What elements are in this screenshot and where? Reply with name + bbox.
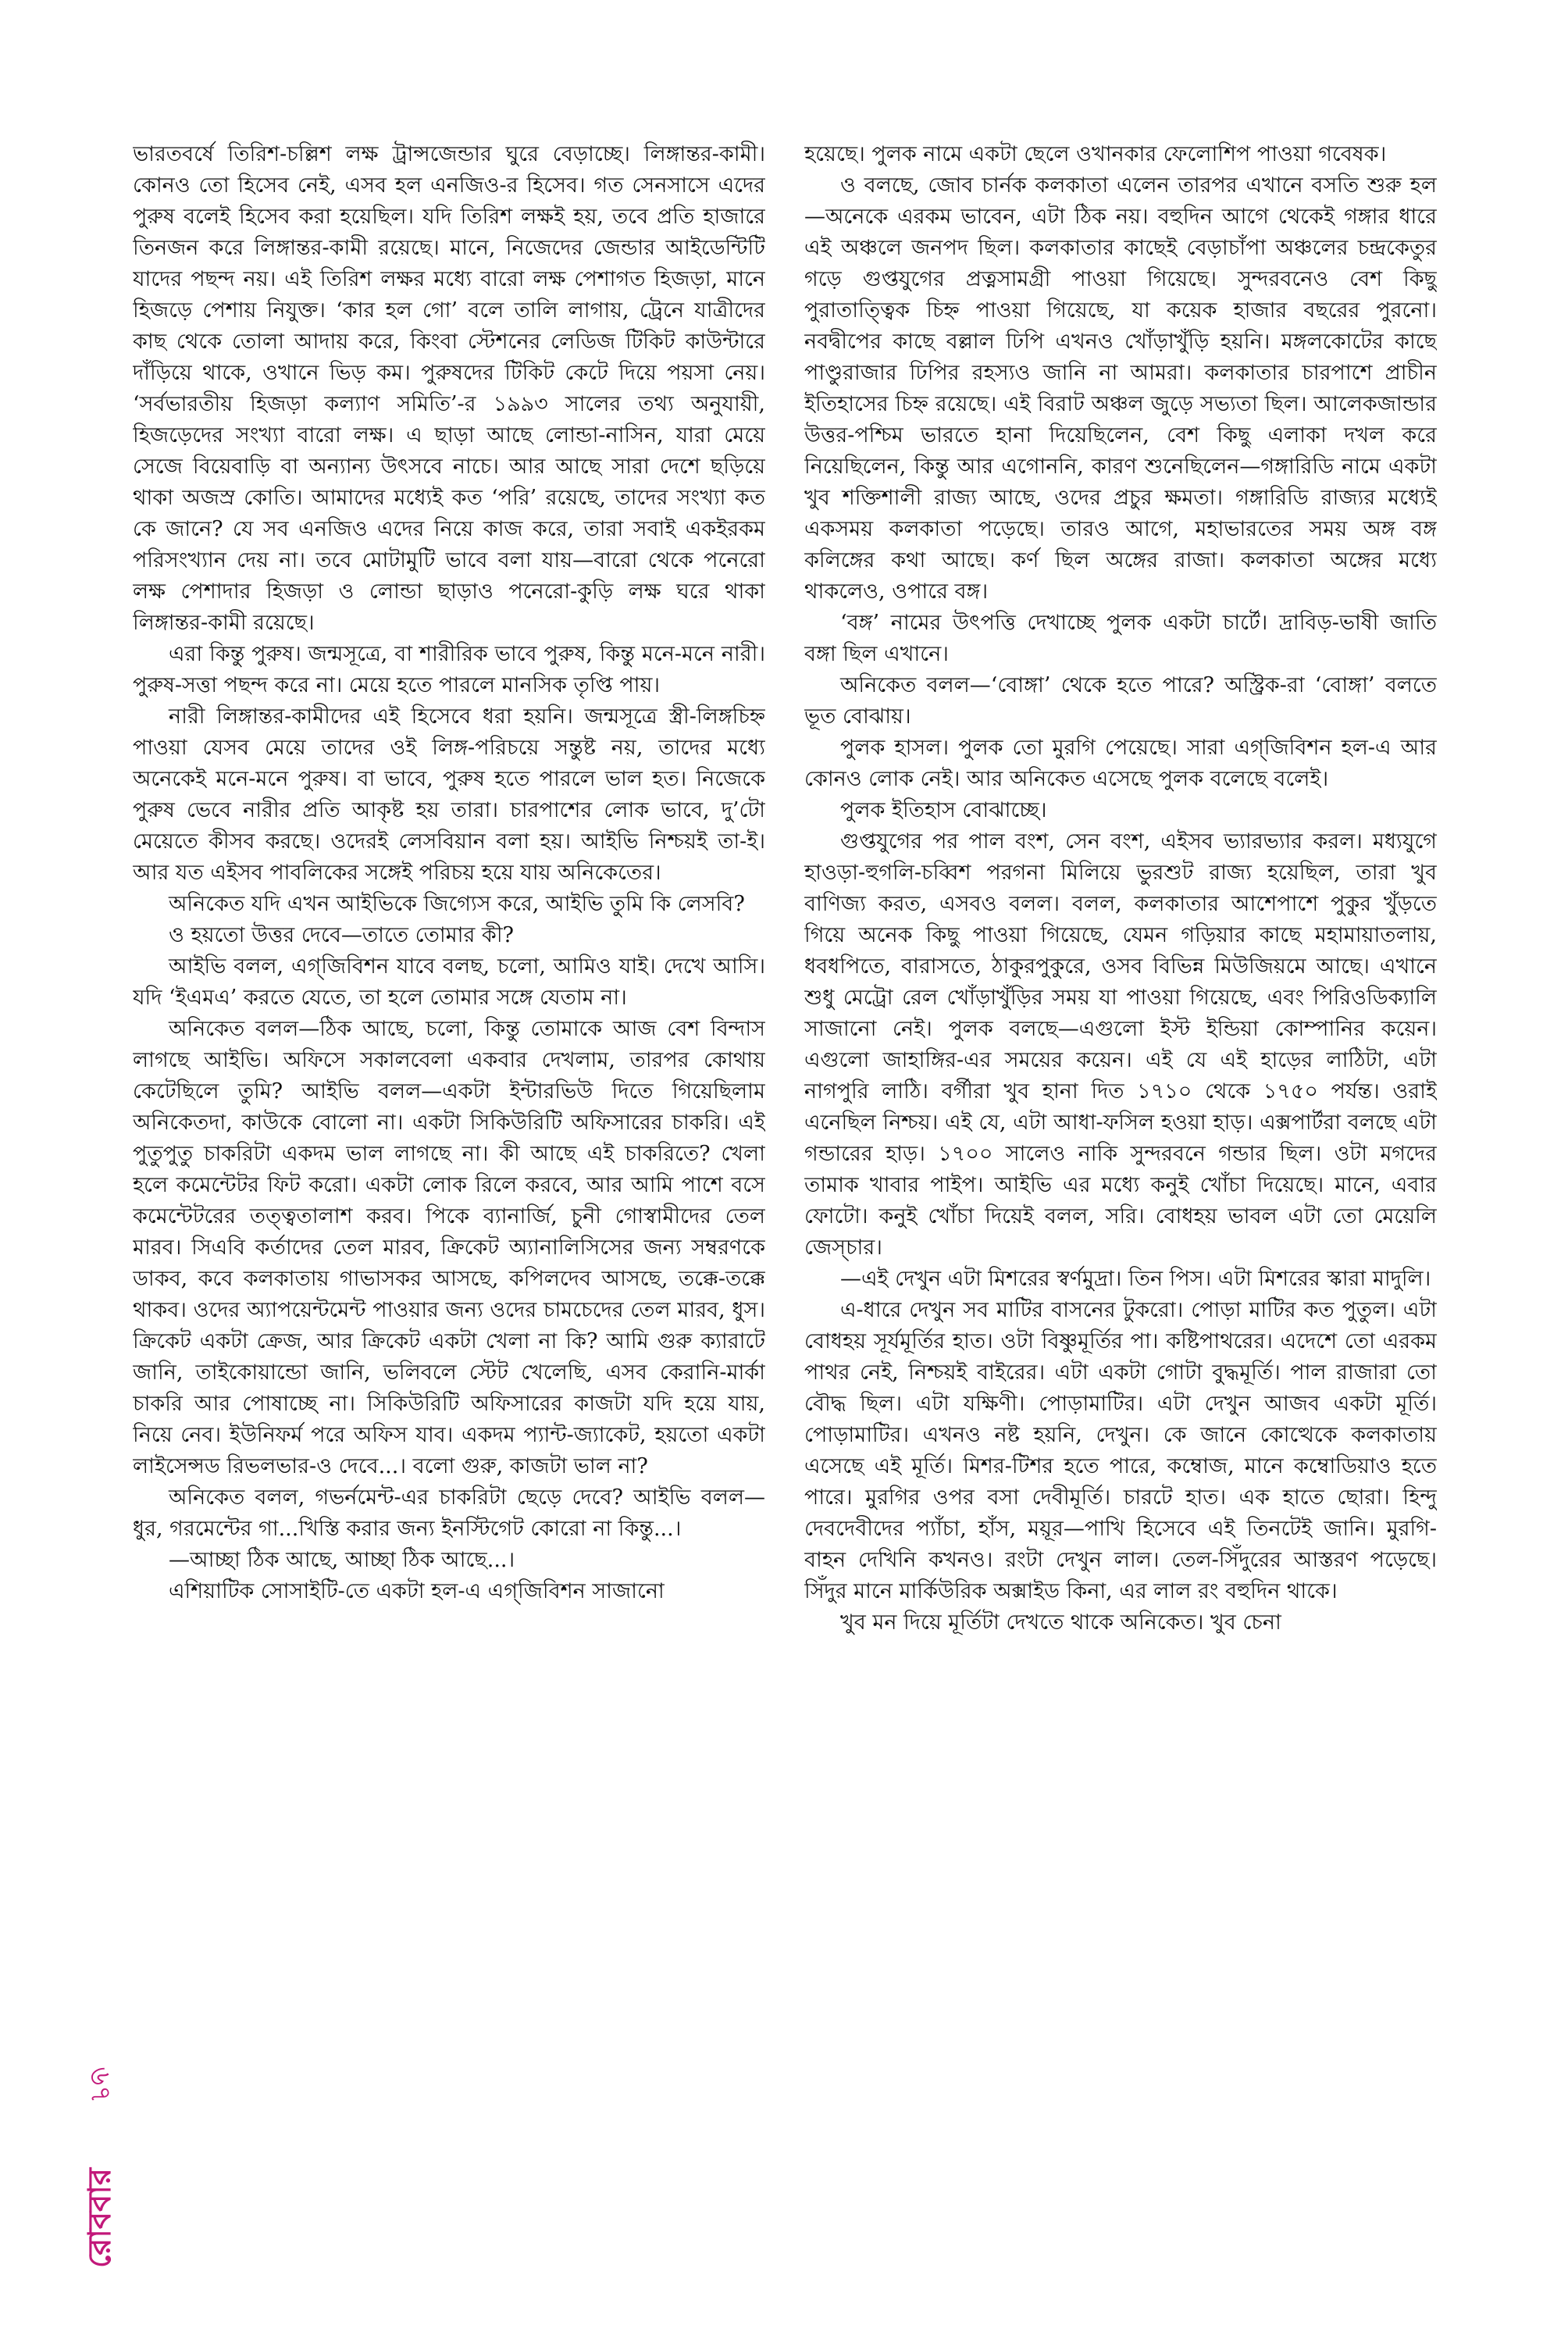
paragraph: এ-ধারে দেখুন সব মাটির বাসনের টুকরো। পোড়া মাটির কত পুতুল। এটা বোধহয় সূর্যমূর্তির হাত। ওটা বিষ্ণুমূর্তির পা। কষ্টিপাথরের। এদেশে তো এরকম পাথর নেই, নিশ্চয়ই বাইরের। এটা একটা গোটা বুদ্ধমূর্তি। পাল রাজারা তো বৌদ্ধ ছিল। এটা যক্ষিণী। পোড়ামাটির। এটা দেখুন আজব একটা মূর্তি। পোড়ামাটির। এখনও নষ্ট হয়নি, দেখুন। কে জানে কোত্থেকে কলকাতায় এসেছে এই মূর্তি। মিশর-টিশর হতে পারে, কম্বোজ, মানে কম্বোডিয়াও হতে পারে। মুরগির ওপর বসা দেবীমূর্তি। চারটে হাত। এক হাতে ছোরা। হিন্দু দেবদেবীদের প্যাঁচা, হাঁস, ময়ূর—পাখি হিসেবে এই তিনটেই জানি। মুরগি-বাহন দেখিনি কখনও। রংটা দেখুন লাল। তেল-সিঁদুরের আস্তরণ পড়েছে। সিঁদুর মানে মার্কিউরিক অক্সাইড কিনা, এর লাল রং বহুদিন থাকে। xyxy=(804,1298,1437,1603)
paragraph: অনিকেত যদি এখন আইভিকে জিগ্যেস করে, আইভি তুমি কি লেসবি? xyxy=(169,892,745,916)
page-footer xyxy=(75,2062,122,2327)
paragraph: খুব মন দিয়ে মূর্তিটা দেখতে থাকে অনিকেত। খুব চেনা xyxy=(840,1610,1281,1635)
paragraph: পুলক ইতিহাস বোঝাচ্ছে। xyxy=(840,798,1047,822)
paragraph: অনিকেত বলল—ঠিক আছে, চলো, কিন্তু তোমাকে আজ বেশ বিন্দাস লাগছে আইভি। অফিসে সকালবেলা একবার দেখলাম, তারপর কোথায় কেটেছিলে তুমি? আইভি বলল—একটা ইন্টারভিউ দিতে গিয়েছিলাম অনিকেতদা, কাউকে বোলো না। একটা সিকিউরিটি অফিসারের চাকরি। এই পুতুপুতু চাকরিটা একদম ভাল লাগছে না। কী আছে এই চাকরিতে? খেলা হলে কমেন্টেটর ফিট করো। একটা লোক রিলে করবে, আর আমি পাশে বসে কমেন্টেটরের তত্ত্বতালাশ করব। পিকে ব্যানার্জি, চুনী গোস্বামীদের তেল মারব। সিএবি কর্তাদের তেল মারব, ক্রিকেট অ্যানালিসিসের জন্য সম্বরণকে ডাকব, কবে কলকাতায় গাভাসকর আসছে, কপিলদেব আসছে, তক্কে-তক্কে থাকব। ওদের অ্যাপয়েন্টমেন্ট পাওয়ার জন্য ওদের চামচেদের তেল মারব, ধুস। ক্রিকেট একটা ক্রেজ, আর ক্রিকেট একটা খেলা না কি? আমি গুরু ক্যারাটে জানি, তাইকোয়ান্ডো জানি, ভলিবলে স্টেট খেলেছি, এসব কেরানি-মার্কা চাকরি আর পোষাচ্ছে না। সিকিউরিটি অফিসারের কাজটা যদি হয়ে যায়, নিয়ে নেব। ইউনিফর্ম পরে অফিস যাব। একদম প্যান্ট-জ্যাকেট, হয়তো একটা লাইসেন্সড রিভলভার-ও দেবে...। বলো গুরু, কাজটা ভাল না? xyxy=(133,1017,765,1478)
paragraph: এরা কিন্তু পুরুষ। জন্মসূত্রে, বা শারীরিক ভাবে পুরুষ, কিন্তু মনে-মনে নারী। পুরুষ-সত্তা পছন্দ করে না। মেয়ে হতে পারলে মানসিক তৃপ্তি পায়। xyxy=(133,642,765,697)
paragraph: অনিকেত বলল—‘বোঙ্গা’ থেকে হতে পারে? অস্ট্রিক-রা ‘বোঙ্গা’ বলতে ভূত বোঝায়। xyxy=(804,673,1437,729)
paragraph: আইভি বলল, এগ্‌জিবিশন যাবে বলছ, চলো, আমিও যাই। দেখে আসি। যদি ‘ইএমএ’ করতে যেতে, তা হলে তোমার সঙ্গে যেতাম না। xyxy=(133,954,765,1010)
paragraph: অনিকেত বলল, গভর্নমেন্ট-এর চাকরিটা ছেড়ে দেবে? আইভি বলল—ধুর, গরমেন্টের গা...খিস্তি করার জন্য ইনস্টিগেট কোরো না কিন্তু...। xyxy=(133,1485,765,1541)
paragraph: —এই দেখুন এটা মিশরের স্বর্ণমুদ্রা। তিন পিস। এটা মিশরের স্কারা মাদুলি। xyxy=(840,1267,1431,1291)
right-text-column xyxy=(804,139,1437,2201)
paragraph: পুলক হাসল। পুলক তো মুরগি পেয়েছে। সারা এগ্‌জিবিশন হল-এ আর কোনও লোক নেই। আর অনিকেত এসেছে পুলক বলেছে বলেই। xyxy=(804,736,1437,791)
paragraph: ও বলছে, জোব চার্নক কলকাতা এলেন তারপর এখানে বসতি শুরু হল—অনেকে এরকম ভাবেন, এটা ঠিক নয়। বহুদিন আগে থেকেই গঙ্গার ধারে এই অঞ্চলে জনপদ ছিল। কলকাতার কাছেই বেড়াচাঁপা অঞ্চলের চন্দ্রকেতুর গড়ে গুপ্তযুগের প্রত্নসামগ্রী পাওয়া গিয়েছে। সুন্দরবনেও বেশ কিছু পুরাতাত্ত্বিক চিহ্ন পাওয়া গিয়েছে, যা কয়েক হাজার বছরের পুরনো। নবদ্বীপের কাছে বল্লাল ঢিপি এখনও খোঁড়াখুঁড়ি হয়নি। মঙ্গলকোটের কাছে পাণ্ডুরাজার ঢিপির রহস্যও জানি না আমরা। কলকাতার চারপাশে প্রাচীন ইতিহাসের চিহ্ন রয়েছে। এই বিরাট অঞ্চল জুড়ে সভ্যতা ছিল। আলেকজান্ডার উত্তর-পশ্চিম ভারতে হানা দিয়েছিলেন, বেশ কিছু এলাকা দখল করে নিয়েছিলেন, কিন্তু আর এগোননি, কারণ শুনেছিলেন—গঙ্গারিডি নামে একটা খুব শক্তিশালী রাজ্য আছে, ওদের প্রচুর ক্ষমতা। গঙ্গারিডি রাজ্যর মধ্যেই একসময় কলকাতা পড়েছে। তারও আগে, মহাভারতের সময় অঙ্গ বঙ্গ কলিঙ্গের কথা আছে। কর্ণ ছিল অঙ্গের রাজা। কলকাতা অঙ্গের মধ্যে থাকলেও, ওপারে বঙ্গ। xyxy=(804,173,1437,604)
page-number: ৬৭ xyxy=(84,2067,116,2104)
paragraph: হয়েছে। পুলক নামে একটা ছেলে ওখানকার ফেলোশিপ পাওয়া গবেষক। xyxy=(804,142,1387,166)
left-text-column xyxy=(133,139,765,2201)
paragraph: ভারতবর্ষে তিরিশ-চল্লিশ লক্ষ ট্রান্সজেন্ডার ঘুরে বেড়াচ্ছে। লিঙ্গান্তর-কামী। কোনও তো হিসেব নেই, এসব হল এনজিও-র হিসেব। গত সেনসাসে এদের পুরুষ বলেই হিসেব করা হয়েছিল। যদি তিরিশ লক্ষই হয়, তবে প্রতি হাজারে তিনজন করে লিঙ্গান্তর-কামী রয়েছে। মানে, নিজেদের জেন্ডার আইডেন্টিটি যাদের পছন্দ নয়। এই তিরিশ লক্ষর মধ্যে বারো লক্ষ পেশাগত হিজড়া, মানে হিজড়ে পেশায় নিযুক্ত। ‘কার হল গো’ বলে তালি লাগায়, ট্রেনে যাত্রীদের কাছ থেকে তোলা আদায় করে, কিংবা স্টেশনের লেডিজ টিকিট কাউন্টারে দাঁড়িয়ে থাকে, ওখানে ভিড় কম। পুরুষদের টিকিট কেটে দিয়ে পয়সা নেয়। ‘সর্বভারতীয় হিজড়া কল্যাণ সমিতি’-র ১৯৯৩ সালের তথ্য অনুযায়ী, হিজড়েদের সংখ্যা বারো লক্ষ। এ ছাড়া আছে লোন্ডা-নাসিন, যারা মেয়ে সেজে বিয়েবাড়ি বা অন্যান্য উৎসবে নাচে। আর আছে সারা দেশে ছড়িয়ে থাকা অজস্র কোতি। আমাদের মধ্যেই কত ‘পরি’ রয়েছে, তাদের সংখ্যা কত কে জানে? যে সব এনজিও এদের নিয়ে কাজ করে, তারা সবাই একইরকম পরিসংখ্যান দেয় না। তবে মোটামুটি ভাবে বলা যায়—বারো থেকে পনেরো লক্ষ পেশাদার হিজড়া ও লোন্ডা ছাড়াও পনেরো-কুড়ি লক্ষ ঘরে থাকা লিঙ্গান্তর-কামী রয়েছে। xyxy=(133,142,765,635)
paragraph: এশিয়াটিক সোসাইটি-তে একটা হল-এ এগ্‌জিবিশন সাজানো xyxy=(169,1579,665,1603)
paragraph: ও হয়তো উত্তর দেবে—তাতে তোমার কী? xyxy=(169,923,515,947)
paragraph: নারী লিঙ্গান্তর-কামীদের এই হিসেবে ধরা হয়নি। জন্মসূত্রে স্ত্রী-লিঙ্গচিহ্ন পাওয়া যেসব মেয়ে তাদের ওই লিঙ্গ-পরিচয়ে সন্তুষ্ট নয়, তাদের মধ্যে অনেকেই মনে-মনে পুরুষ। বা ভাবে, পুরুষ হতে পারলে ভাল হত। নিজেকে পুরুষ ভেবে নারীর প্রতি আকৃষ্ট হয় তারা। চারপাশের লোক ভাবে, দু’টো মেয়েতে কীসব করছে। ওদেরই লেসবিয়ান বলা হয়। আইভি নিশ্চয়ই তা-ই। আর যত এইসব পাবলিকের সঙ্গেই পরিচয় হয়ে যায় অনিকেতের। xyxy=(133,704,765,885)
magazine-name: রোববার xyxy=(82,2168,118,2268)
paragraph: গুপ্তযুগের পর পাল বংশ, সেন বংশ, এইসব ভ্যারভ্যার করল। মধ্যযুগে হাওড়া-হুগলি-চব্বিশ পরগনা মিলিয়ে ভুরশুট রাজ্য হয়েছিল, তারা খুব বাণিজ্য করত, এসবও বলল। বলল, কলকাতার আশেপাশে পুকুর খুঁড়তে গিয়ে অনেক কিছু পাওয়া গিয়েছে, যেমন গড়িয়ার কাছে মহামায়াতলায়, ধবধপিতে, বারাসতে, ঠাকুরপুকুরে, ওসব বিভিন্ন মিউজিয়মে আছে। এখানে শুধু মেট্রো রেল খোঁড়াখুঁড়ির সময় যা পাওয়া গিয়েছে, এবং পিরিওডিক্যালি সাজানো নেই। পুলক বলছে—এগুলো ইস্ট ইন্ডিয়া কোম্পানির কয়েন। এগুলো জাহাঙ্গির-এর সময়ের কয়েন। এই যে এই হাড়ের লাঠিটা, এটা নাগপুরি লাঠি। বর্গীরা খুব হানা দিত ১৭১০ থেকে ১৭৫০ পর্যন্ত। ওরাই এনেছিল নিশ্চয়। এই যে, এটা আধা-ফসিল হওয়া হাড়। এক্সপার্টরা বলছে এটা গন্ডারের হাড়। ১৭০০ সালেও নাকি সুন্দরবনে গন্ডার ছিল। ওটা মগদের তামাক খাবার পাইপ। আইভি এর মধ্যে কনুই খোঁচা দিয়েছে। মানে, এবার ফোটো। কনুই খোঁচা দিয়েই বলল, সরি। বোধহয় ভাবল এটা তো মেয়েলি জেস্চার। xyxy=(804,829,1437,1260)
paragraph: ‘বঙ্গ’ নামের উৎপত্তি দেখাচ্ছে পুলক একটা চার্টে। দ্রাবিড়-ভাষী জাতি বঙ্গা ছিল এখানে। xyxy=(804,611,1437,666)
paragraph: —আচ্ছা ঠিক আছে, আচ্ছা ঠিক আছে...। xyxy=(169,1548,515,1572)
